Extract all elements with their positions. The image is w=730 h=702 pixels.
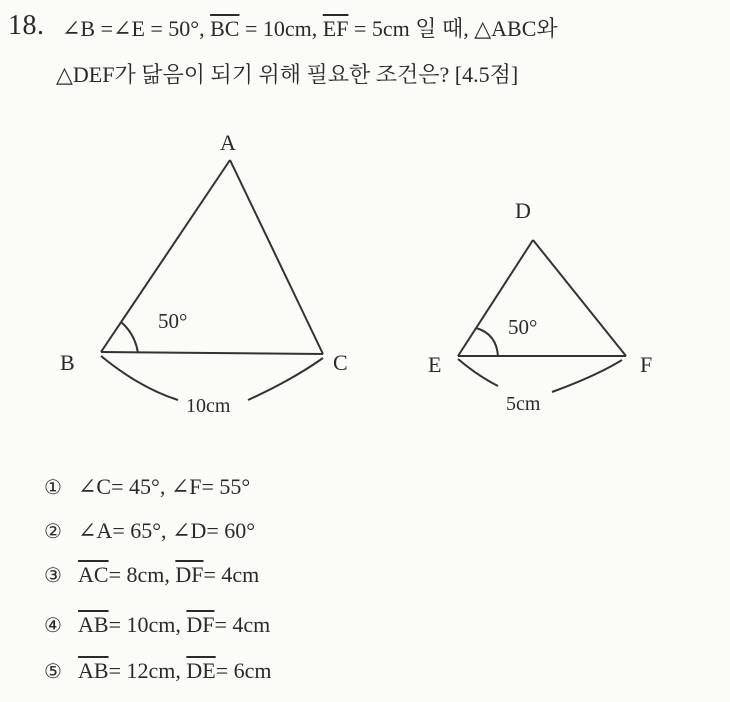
vertex-a: A [220, 130, 236, 155]
segment-bc: $\overline{BC}$ [210, 16, 240, 41]
vertex-d: D [515, 198, 531, 223]
side-bc-arc-right [248, 358, 323, 400]
question-text-a: ∠B =∠E = 50°, [62, 16, 211, 41]
option-text: ∠C= 45°, ∠F= 55° [78, 474, 251, 499]
option-text: = 4cm [203, 562, 260, 587]
option-text: = 8cm, [108, 562, 176, 587]
segment-ac: $\overline{AC}$ [78, 562, 109, 587]
side-bc-label: 10cm [186, 395, 231, 417]
option-number: ③ [44, 563, 62, 587]
segment-ab: $\overline{AB}$ [78, 658, 109, 683]
side-bc-arc [101, 356, 178, 400]
option-number: ② [44, 519, 62, 543]
triangle-abc [101, 160, 323, 400]
option-3[interactable] [44, 562, 259, 588]
option-4[interactable] [44, 612, 270, 638]
angle-e-arc [476, 328, 498, 357]
option-text: = 12cm, [108, 658, 187, 683]
angle-b-arc [121, 322, 138, 353]
side-ef-arc [458, 359, 498, 386]
question-line-2: △DEF가 닮음이 되기 위해 필요한 조건은? [4.5점] [56, 62, 519, 87]
option-text: = 4cm [214, 612, 271, 637]
option-5[interactable] [44, 658, 271, 684]
side-ef-label: 5cm [506, 393, 541, 415]
vertex-e: E [428, 352, 442, 377]
vertex-b: B [60, 350, 75, 375]
option-text: = 6cm [215, 658, 272, 683]
segment-ef: $\overline{EF}$ [322, 16, 349, 41]
option-2[interactable] [44, 518, 255, 544]
segment-de: $\overline{DE}$ [186, 658, 216, 683]
option-number: ④ [44, 613, 62, 637]
option-text: ∠A= 65°, ∠D= 60° [78, 518, 256, 543]
question-text-c: = 5cm 일 때, △ABC와 [348, 16, 558, 41]
segment-df: $\overline{DF}$ [186, 612, 215, 637]
vertex-c: C [333, 350, 348, 375]
triangle-def [458, 240, 626, 392]
option-text: = 10cm, [108, 612, 187, 637]
option-1[interactable] [44, 474, 250, 500]
vertex-f: F [640, 352, 653, 377]
segment-df: $\overline{DF}$ [175, 562, 204, 587]
option-number: ① [44, 475, 62, 499]
question-number: 18. [8, 10, 45, 41]
angle-b-label: 50° [158, 309, 188, 333]
question-text-b: = 10cm, [239, 16, 323, 41]
angle-e-label: 50° [508, 315, 538, 339]
segment-ab: $\overline{AB}$ [78, 612, 109, 637]
side-ef-arc-right [552, 360, 622, 392]
option-number: ⑤ [44, 659, 62, 683]
